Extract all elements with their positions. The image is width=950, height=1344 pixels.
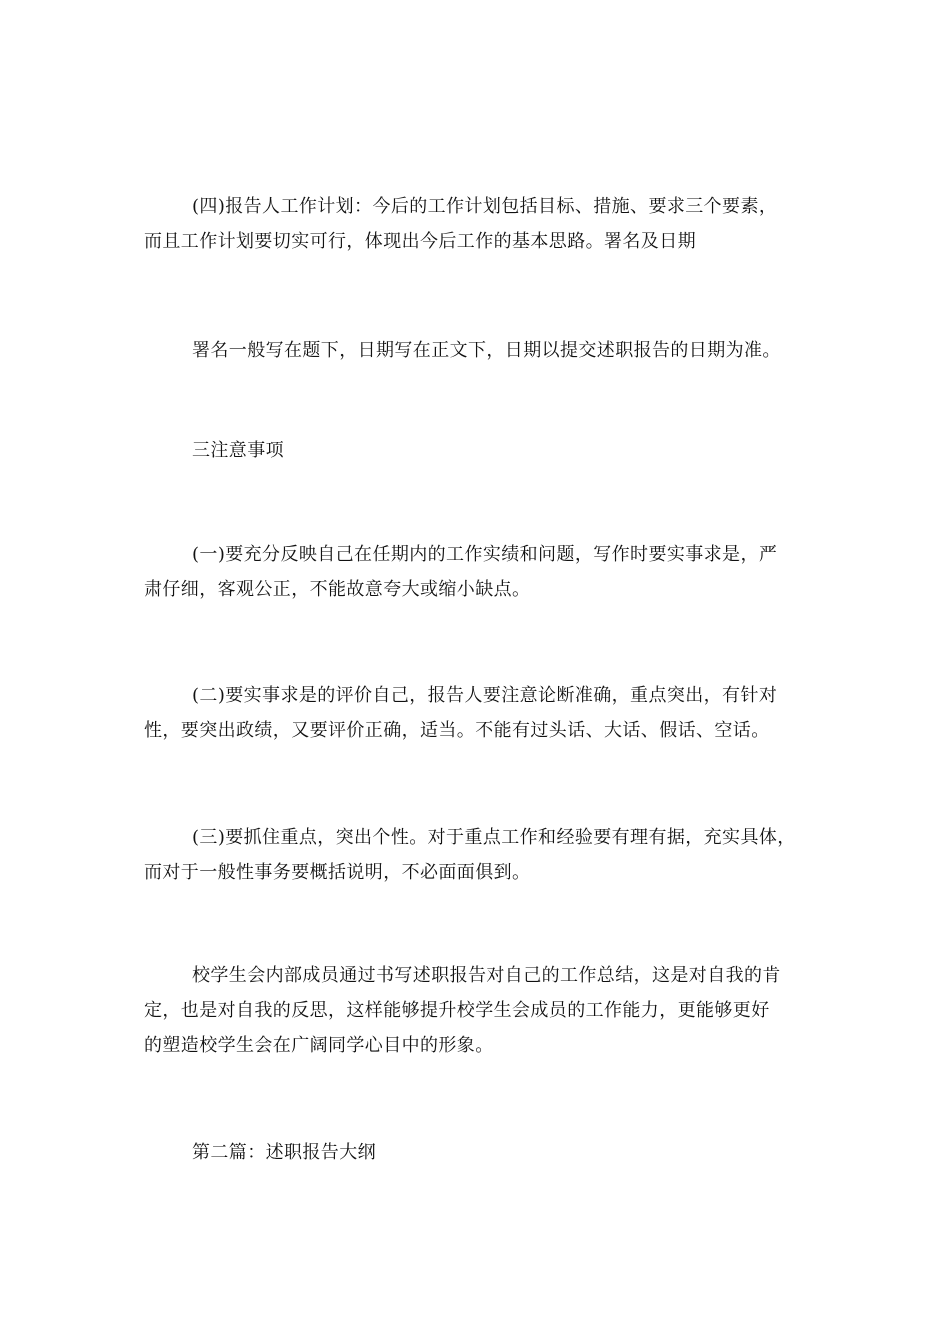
heading-line: 三注意事项 <box>192 440 284 461</box>
paragraph-line: 定，也是对自我的反思，这样能够提升校学生会成员的工作能力，更能够更好 <box>144 1000 770 1021</box>
paragraph-conclusion <box>144 958 816 1063</box>
paragraph-line: 而对于一般性事务要概括说明，不必面面俱到。 <box>144 862 531 883</box>
paragraph-line: 肃仔细，客观公正，不能故意夸大或缩小缺点。 <box>144 579 531 600</box>
paragraph-line: 署名一般写在题下，日期写在正文下，日期以提交述职报告的日期为准。 <box>192 340 781 361</box>
paragraph-line: 的塑造校学生会在广阔同学心目中的形象。 <box>144 1035 494 1056</box>
heading-line: 第二篇：述职报告大纲 <box>192 1142 376 1163</box>
paragraph-line: (一)要充分反映自己在任期内的工作实绩和问题，写作时要实事求是，严 <box>192 544 778 565</box>
paragraph-note-1 <box>144 537 816 607</box>
paragraph-line: (四)报告人工作计划：今后的工作计划包括目标、措施、要求三个要素， <box>192 196 778 217</box>
paragraph-signature-date <box>144 333 816 368</box>
section-heading-notes <box>144 433 816 468</box>
paragraph-line: (三)要抓住重点，突出个性。对于重点工作和经验要有理有据，充实具体， <box>192 827 796 848</box>
paragraph-note-3 <box>144 820 816 890</box>
paragraph-line: (二)要实事求是的评价自己，报告人要注意论断准确，重点突出，有针对 <box>192 685 778 706</box>
paragraph-line: 而且工作计划要切实可行，体现出今后工作的基本思路。署名及日期 <box>144 231 696 252</box>
paragraph-work-plan <box>144 189 816 259</box>
paragraph-line: 校学生会内部成员通过书写述职报告对自己的工作总结，这是对自我的肯 <box>192 965 781 986</box>
paragraph-line: 性，要突出政绩，又要评价正确，适当。不能有过头话、大话、假话、空话。 <box>144 720 770 741</box>
paragraph-note-2 <box>144 678 816 748</box>
section-title-second-part <box>144 1135 816 1170</box>
